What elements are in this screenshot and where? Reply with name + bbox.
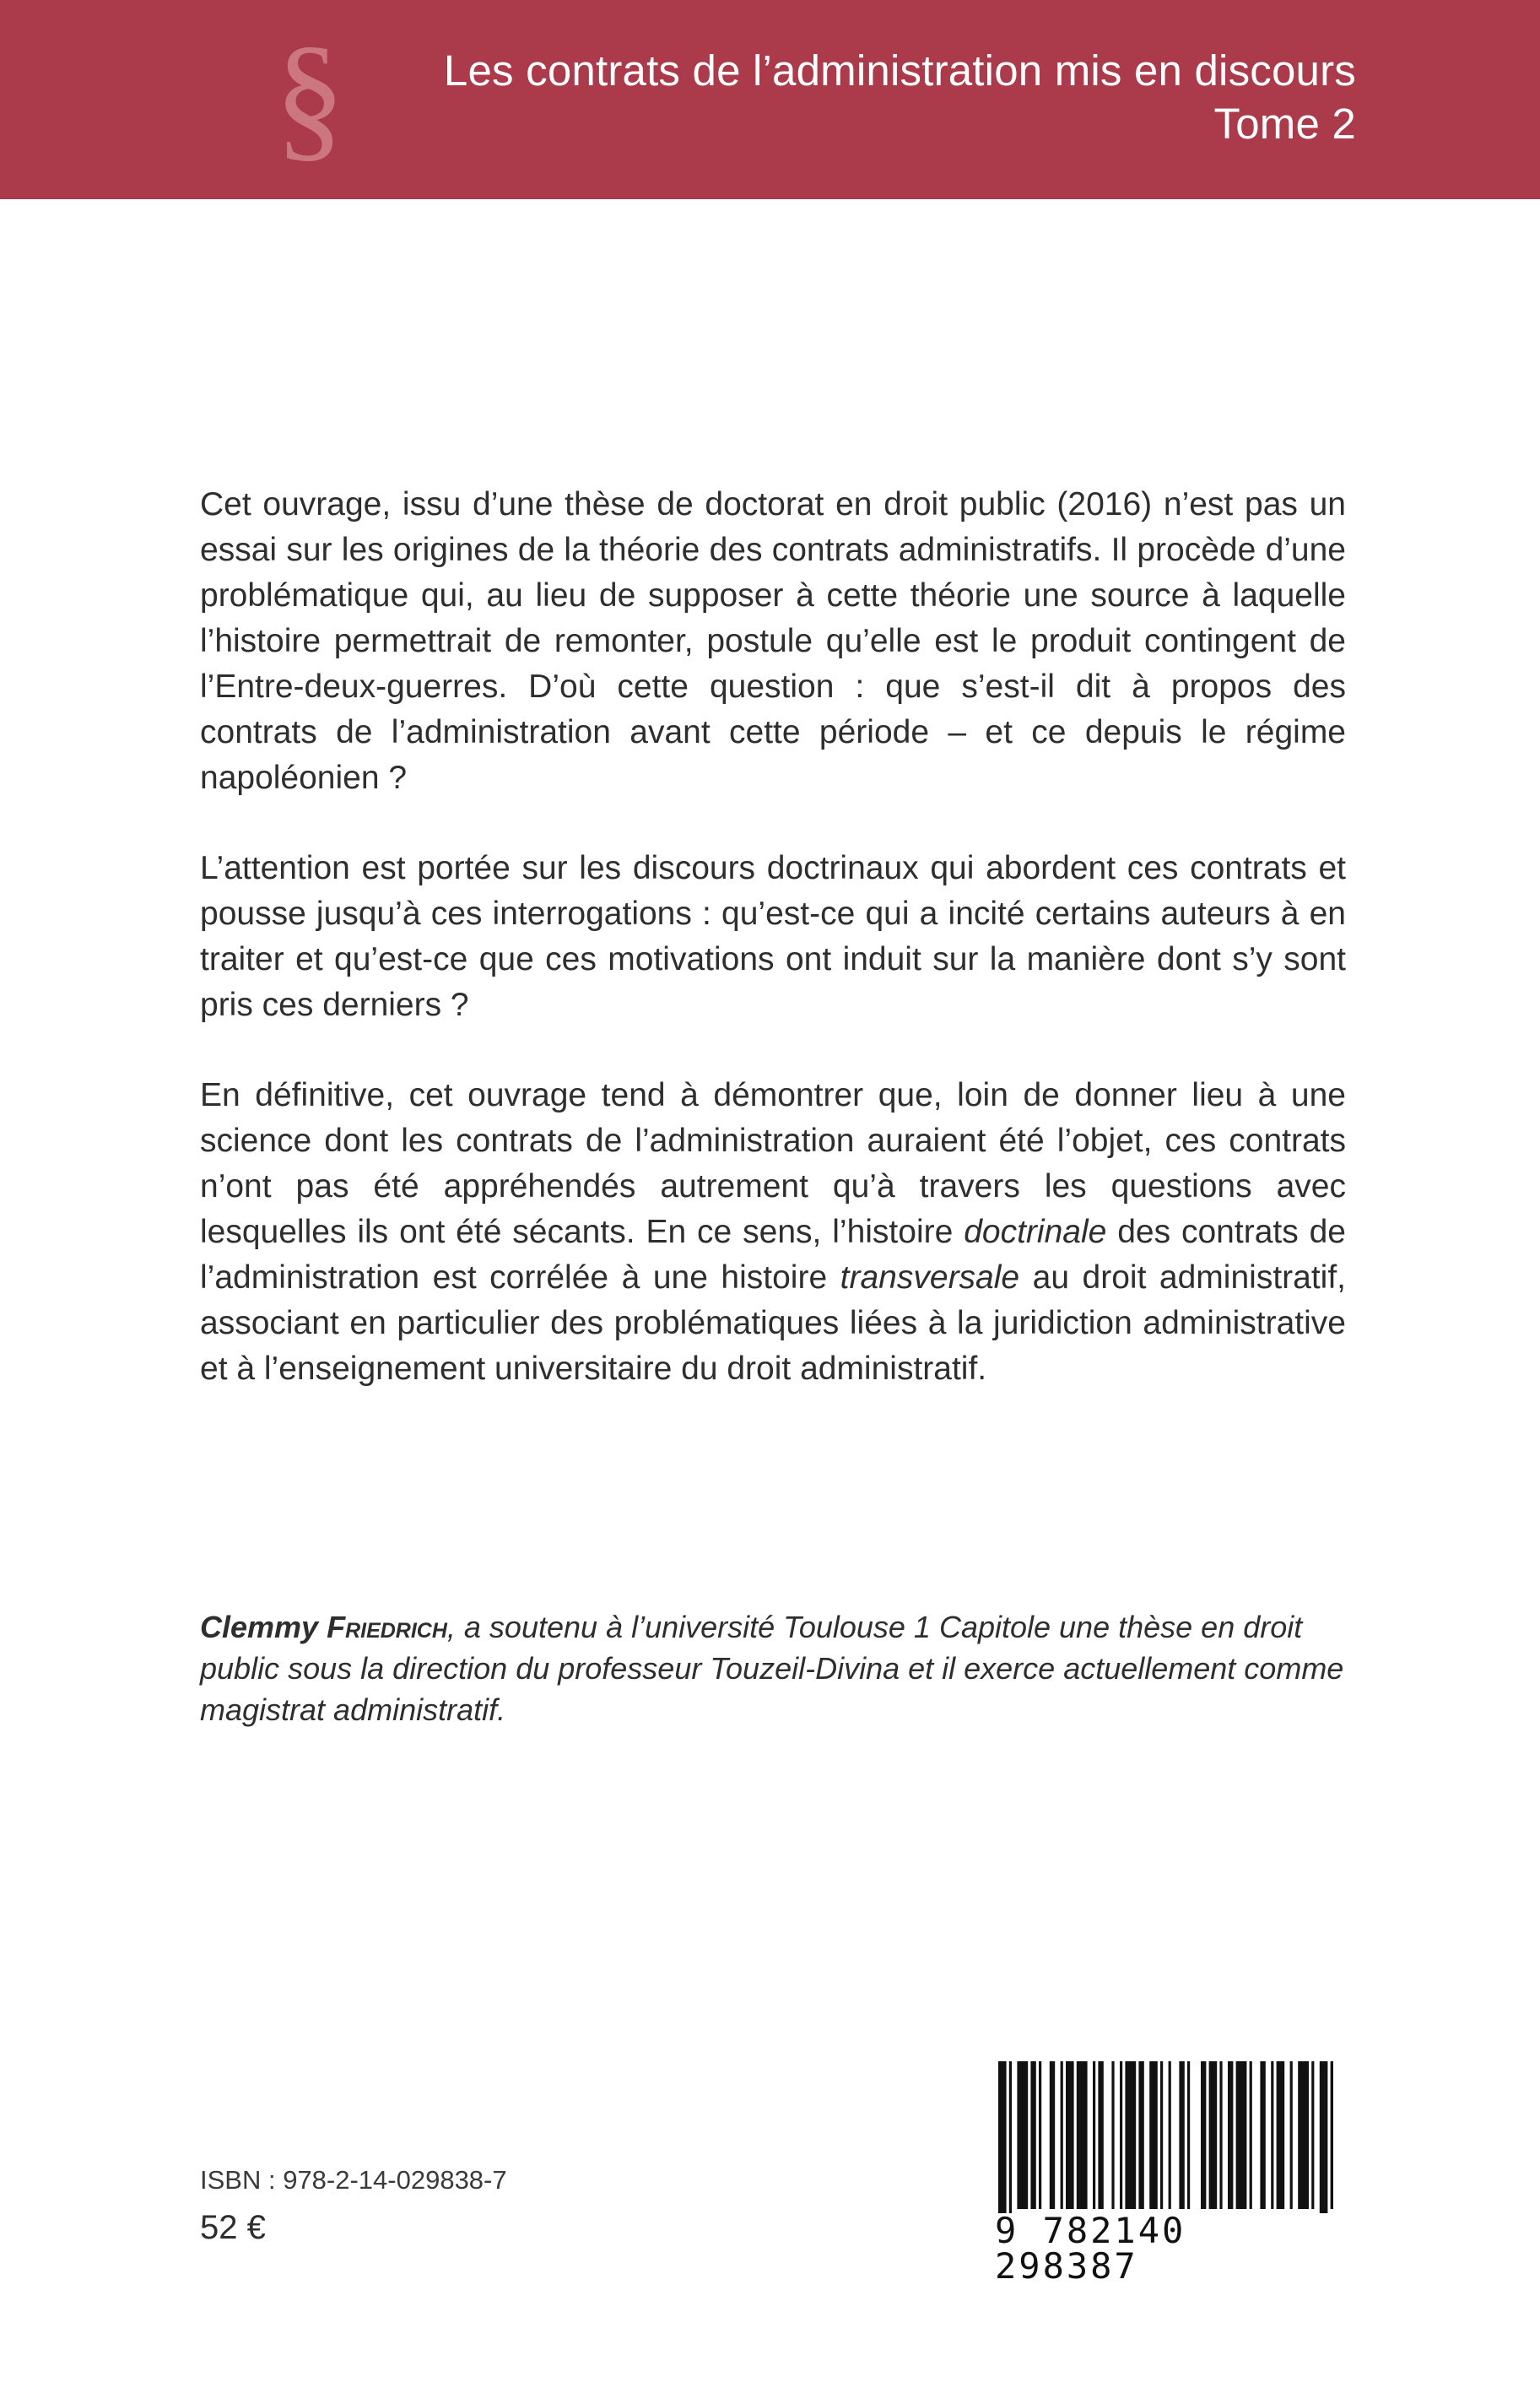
barcode-bar	[1201, 2061, 1206, 2209]
barcode-bar	[1169, 2061, 1171, 2209]
price: 52 €	[200, 2209, 266, 2246]
summary-paragraph-3	[200, 1073, 1346, 1392]
barcode-digits: 9 782140 298387	[992, 2213, 1342, 2284]
barcode-bar	[1260, 2061, 1265, 2209]
barcode-bar	[1250, 2061, 1252, 2209]
emphasis-transversale: transversale	[840, 1259, 1020, 1296]
summary-p3-text-3: au droit administratif, associant en particulier des problématiques liées à la juridiction administrative et à l’enseignement universitaire du droit administratif.	[200, 1259, 1347, 1387]
barcode-bar	[1120, 2061, 1122, 2209]
barcode-bar	[1311, 2061, 1314, 2209]
barcode-bar	[1077, 2061, 1088, 2209]
author-last-name: Friedrich	[327, 1610, 447, 1644]
barcode-bar	[1160, 2061, 1163, 2209]
author-first-name: Clemmy	[200, 1610, 319, 1644]
volume-label: Tome 2	[1213, 100, 1356, 148]
barcode-bar	[1228, 2061, 1233, 2209]
book-title: Les contrats de l’administration mis en discours	[443, 46, 1356, 95]
summary-paragraph-1: Cet ouvrage, issu d’une thèse de doctorat en droit public (2016) n’est pas un essai sur les origines de la théorie des contrats administratifs. Il procède d’une problématique qui, au lieu de supposer à cette théorie une source à laquelle l’histoire permettrait de remonter, postule qu’elle est le produit contingent de l’Entre-deux-guerres. D’où cette question : que s’est-il dit à propos des contrats de l’administration avant cette période – et ce depuis le régime napoléonien ?	[200, 486, 1346, 796]
barcode-bar	[1098, 2061, 1103, 2209]
barcode-bar	[1187, 2061, 1190, 2209]
emphasis-doctrinale: doctrinale	[964, 1214, 1107, 1250]
barcode-bar	[1236, 2061, 1247, 2209]
barcode-bar	[1138, 2061, 1143, 2209]
author-bio-text: , a soutenu à l’université Toulouse 1 Capitole une thèse en droit public sous la direction du professeur Touzeil-Divina et il exerce actuellement comme magistrat administratif.	[200, 1610, 1344, 1727]
barcode-bar	[1219, 2061, 1222, 2209]
barcode-bar	[1290, 2061, 1293, 2209]
barcode-bar	[1277, 2061, 1285, 2209]
barcode-bar	[1111, 2061, 1114, 2209]
section-sign-icon: §	[274, 18, 345, 175]
barcode-bar	[1298, 2061, 1309, 2209]
back-cover-summary	[200, 482, 1346, 1437]
barcode-bar	[1179, 2061, 1184, 2209]
barcode-bar	[1017, 2061, 1028, 2209]
summary-paragraph-2: L’attention est portée sur les discours doctrinaux qui abordent ces contrats et pousse jusqu’à ces interrogations : qu’est-ce qui a incité certains auteurs à en traiter et qu’est-ce que ces motivations ont induit sur la manière dont s’y sont pris ces derniers ?	[200, 850, 1346, 1023]
barcode-bar	[1050, 2061, 1055, 2209]
barcode-bar	[1331, 2061, 1333, 2209]
barcode-bar	[1271, 2061, 1273, 2209]
author-bio	[200, 1606, 1346, 1730]
barcode-bar	[1030, 2061, 1035, 2209]
barcode-bar	[1209, 2061, 1218, 2209]
summary-p3-text-1: En définitive, cet ouvrage tend à démontrer que, loin de donner lieu à une science dont les contrats de l’administration auraient été l’objet, ces contrats n’ont pas été appréhendés autrement qu’à travers les questions avec lesquelles ils ont été sécants. En ce sens, l’histoire	[200, 1077, 1346, 1250]
header-band	[0, 0, 1540, 199]
series-title	[443, 46, 1356, 148]
barcode-bar	[1061, 2061, 1063, 2209]
barcode-bar	[1066, 2061, 1074, 2209]
barcode-bar	[1093, 2061, 1095, 2209]
barcode-bar	[1125, 2061, 1136, 2209]
barcode-bar	[1039, 2061, 1041, 2209]
summary-p3-text-2: des contrats de l’administration est corrélée à une histoire	[200, 1214, 1346, 1296]
isbn: ISBN : 978-2-14-029838-7	[200, 2165, 507, 2195]
barcode-bar	[1149, 2061, 1158, 2209]
